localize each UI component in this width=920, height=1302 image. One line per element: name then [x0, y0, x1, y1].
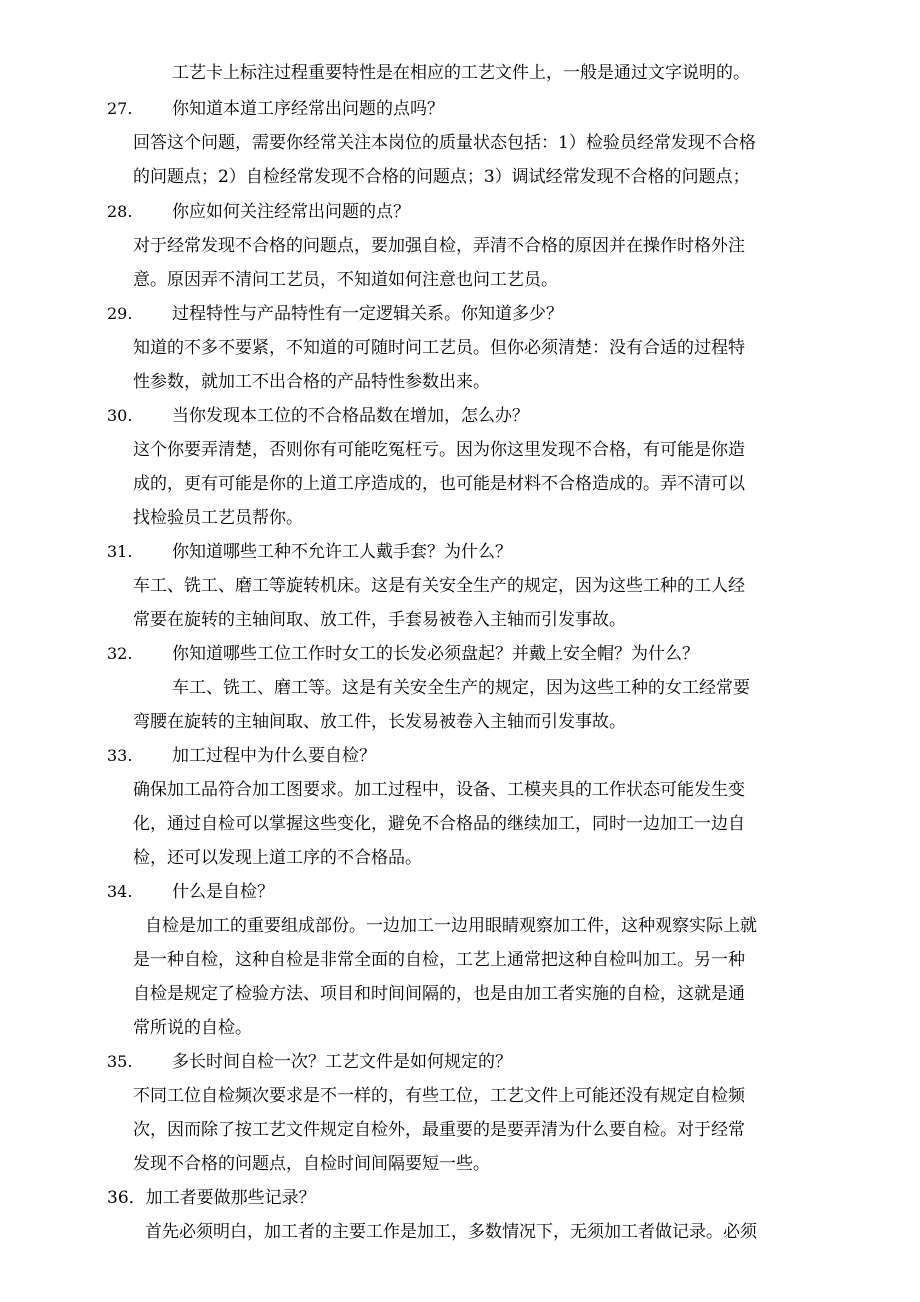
answer-line: 检，还可以发现上道工序的不合格品。 [133, 848, 422, 868]
question-text: 你知道哪些工位工作时女工的长发必须盘起？并戴上安全帽？为什么？ [172, 644, 699, 664]
question-number: 34. [107, 882, 133, 901]
answer-line: 发现不合格的问题点，自检时间间隔要短一些。 [133, 1154, 490, 1174]
answer-line: 回答这个问题，需要你经常关注本岗位的质量状态包括：1）检验员经常发现不合格 [133, 133, 756, 153]
question-text: 什么是自检？ [172, 882, 274, 902]
answer-line: 确保加工品符合加工图要求。加工过程中，设备、工模夹具的工作状态可能发生变 [133, 780, 745, 800]
question-number: 32. [107, 644, 133, 663]
question-number: 33. [107, 746, 133, 765]
answer-line: 是一种自检，这种自检是非常全面的自检，工艺上通常把这种自检叫加工。另一种 [133, 950, 745, 970]
question-text: 你知道哪些工种不允许工人戴手套？为什么？ [172, 542, 512, 562]
answer-line: 常所说的自检。 [133, 1018, 252, 1038]
answer-line: 对于经常发现不合格的问题点，要加强自检，弄清不合格的原因并在操作时格外注 [133, 236, 745, 256]
answer-line: 知道的不多不要紧，不知道的可随时问工艺员。但你必须清楚：没有合适的过程特 [133, 338, 745, 358]
answer-line: 的问题点；2）自检经常发现不合格的问题点；3）调试经常发现不合格的问题点； [133, 167, 750, 187]
question-number: 27. [107, 99, 133, 118]
answer-line: 成的，更有可能是你的上道工序造成的，也可能是材料不合格造成的。弄不清可以 [133, 474, 745, 494]
question-number: 28. [107, 202, 133, 221]
question-text: 过程特性与产品特性有一定逻辑关系。你知道多少？ [172, 304, 563, 324]
answer-line: 自检是加工的重要组成部份。一边加工一边用眼睛观察加工件，这种观察实际上就 [145, 916, 757, 936]
answer-line: 性参数，就加工不出合格的产品特性参数出来。 [133, 372, 490, 392]
question-text: 当你发现本工位的不合格品数在增加，怎么办？ [172, 406, 529, 426]
question-text: 你应如何关注经常出问题的点？ [172, 202, 410, 222]
question-text: 你知道本道工序经常出问题的点吗？ [172, 99, 444, 119]
answer-line: 首先必须明白，加工者的主要工作是加工，多数情况下，无须加工者做记录。必须 [145, 1222, 757, 1242]
question-text: 加工过程中为什么要自检？ [172, 746, 376, 766]
answer-line: 常要在旋转的主轴间取、放工件，手套易被卷入主轴而引发事故。 [133, 610, 626, 630]
answer-line: 车工、铣工、磨工等旋转机床。这是有关安全生产的规定，因为这些工种的工人经 [133, 576, 745, 596]
answer-line: 弯腰在旋转的主轴间取、放工件，长发易被卷入主轴而引发事故。 [133, 712, 626, 732]
answer-line: 意。原因弄不清问工艺员，不知道如何注意也问工艺员。 [133, 270, 558, 290]
question-heading: 36．加工者要做那些记录？ [107, 1188, 316, 1208]
question-number: 35. [107, 1052, 133, 1071]
question-text: 多长时间自检一次？工艺文件是如何规定的？ [172, 1052, 512, 1072]
answer-line: 自检是规定了检验方法、项目和时间间隔的，也是由加工者实施的自检，这就是通 [133, 984, 745, 1004]
answer-line: 找检验员工艺员帮你。 [133, 508, 303, 528]
question-number: 31. [107, 542, 133, 561]
answer-line: 化，通过自检可以掌握这些变化，避免不合格品的继续加工，同时一边加工一边自 [133, 814, 745, 834]
question-number: 29. [107, 304, 133, 323]
answer-line: 车工、铣工、磨工等。这是有关安全生产的规定，因为这些工种的女工经常要 [172, 678, 750, 698]
question-number: 30. [107, 406, 133, 425]
intro-text: 工艺卡上标注过程重要特性是在相应的工艺文件上，一般是通过文字说明的。 [172, 63, 750, 83]
answer-line: 这个你要弄清楚，否则你有可能吃冤枉亏。因为你这里发现不合格，有可能是你造 [133, 440, 745, 460]
answer-line: 次，因而除了按工艺文件规定自检外，最重要的是要弄清为什么要自检。对于经常 [133, 1120, 745, 1140]
answer-line: 不同工位自检频次要求是不一样的，有些工位，工艺文件上可能还没有规定自检频 [133, 1086, 745, 1106]
